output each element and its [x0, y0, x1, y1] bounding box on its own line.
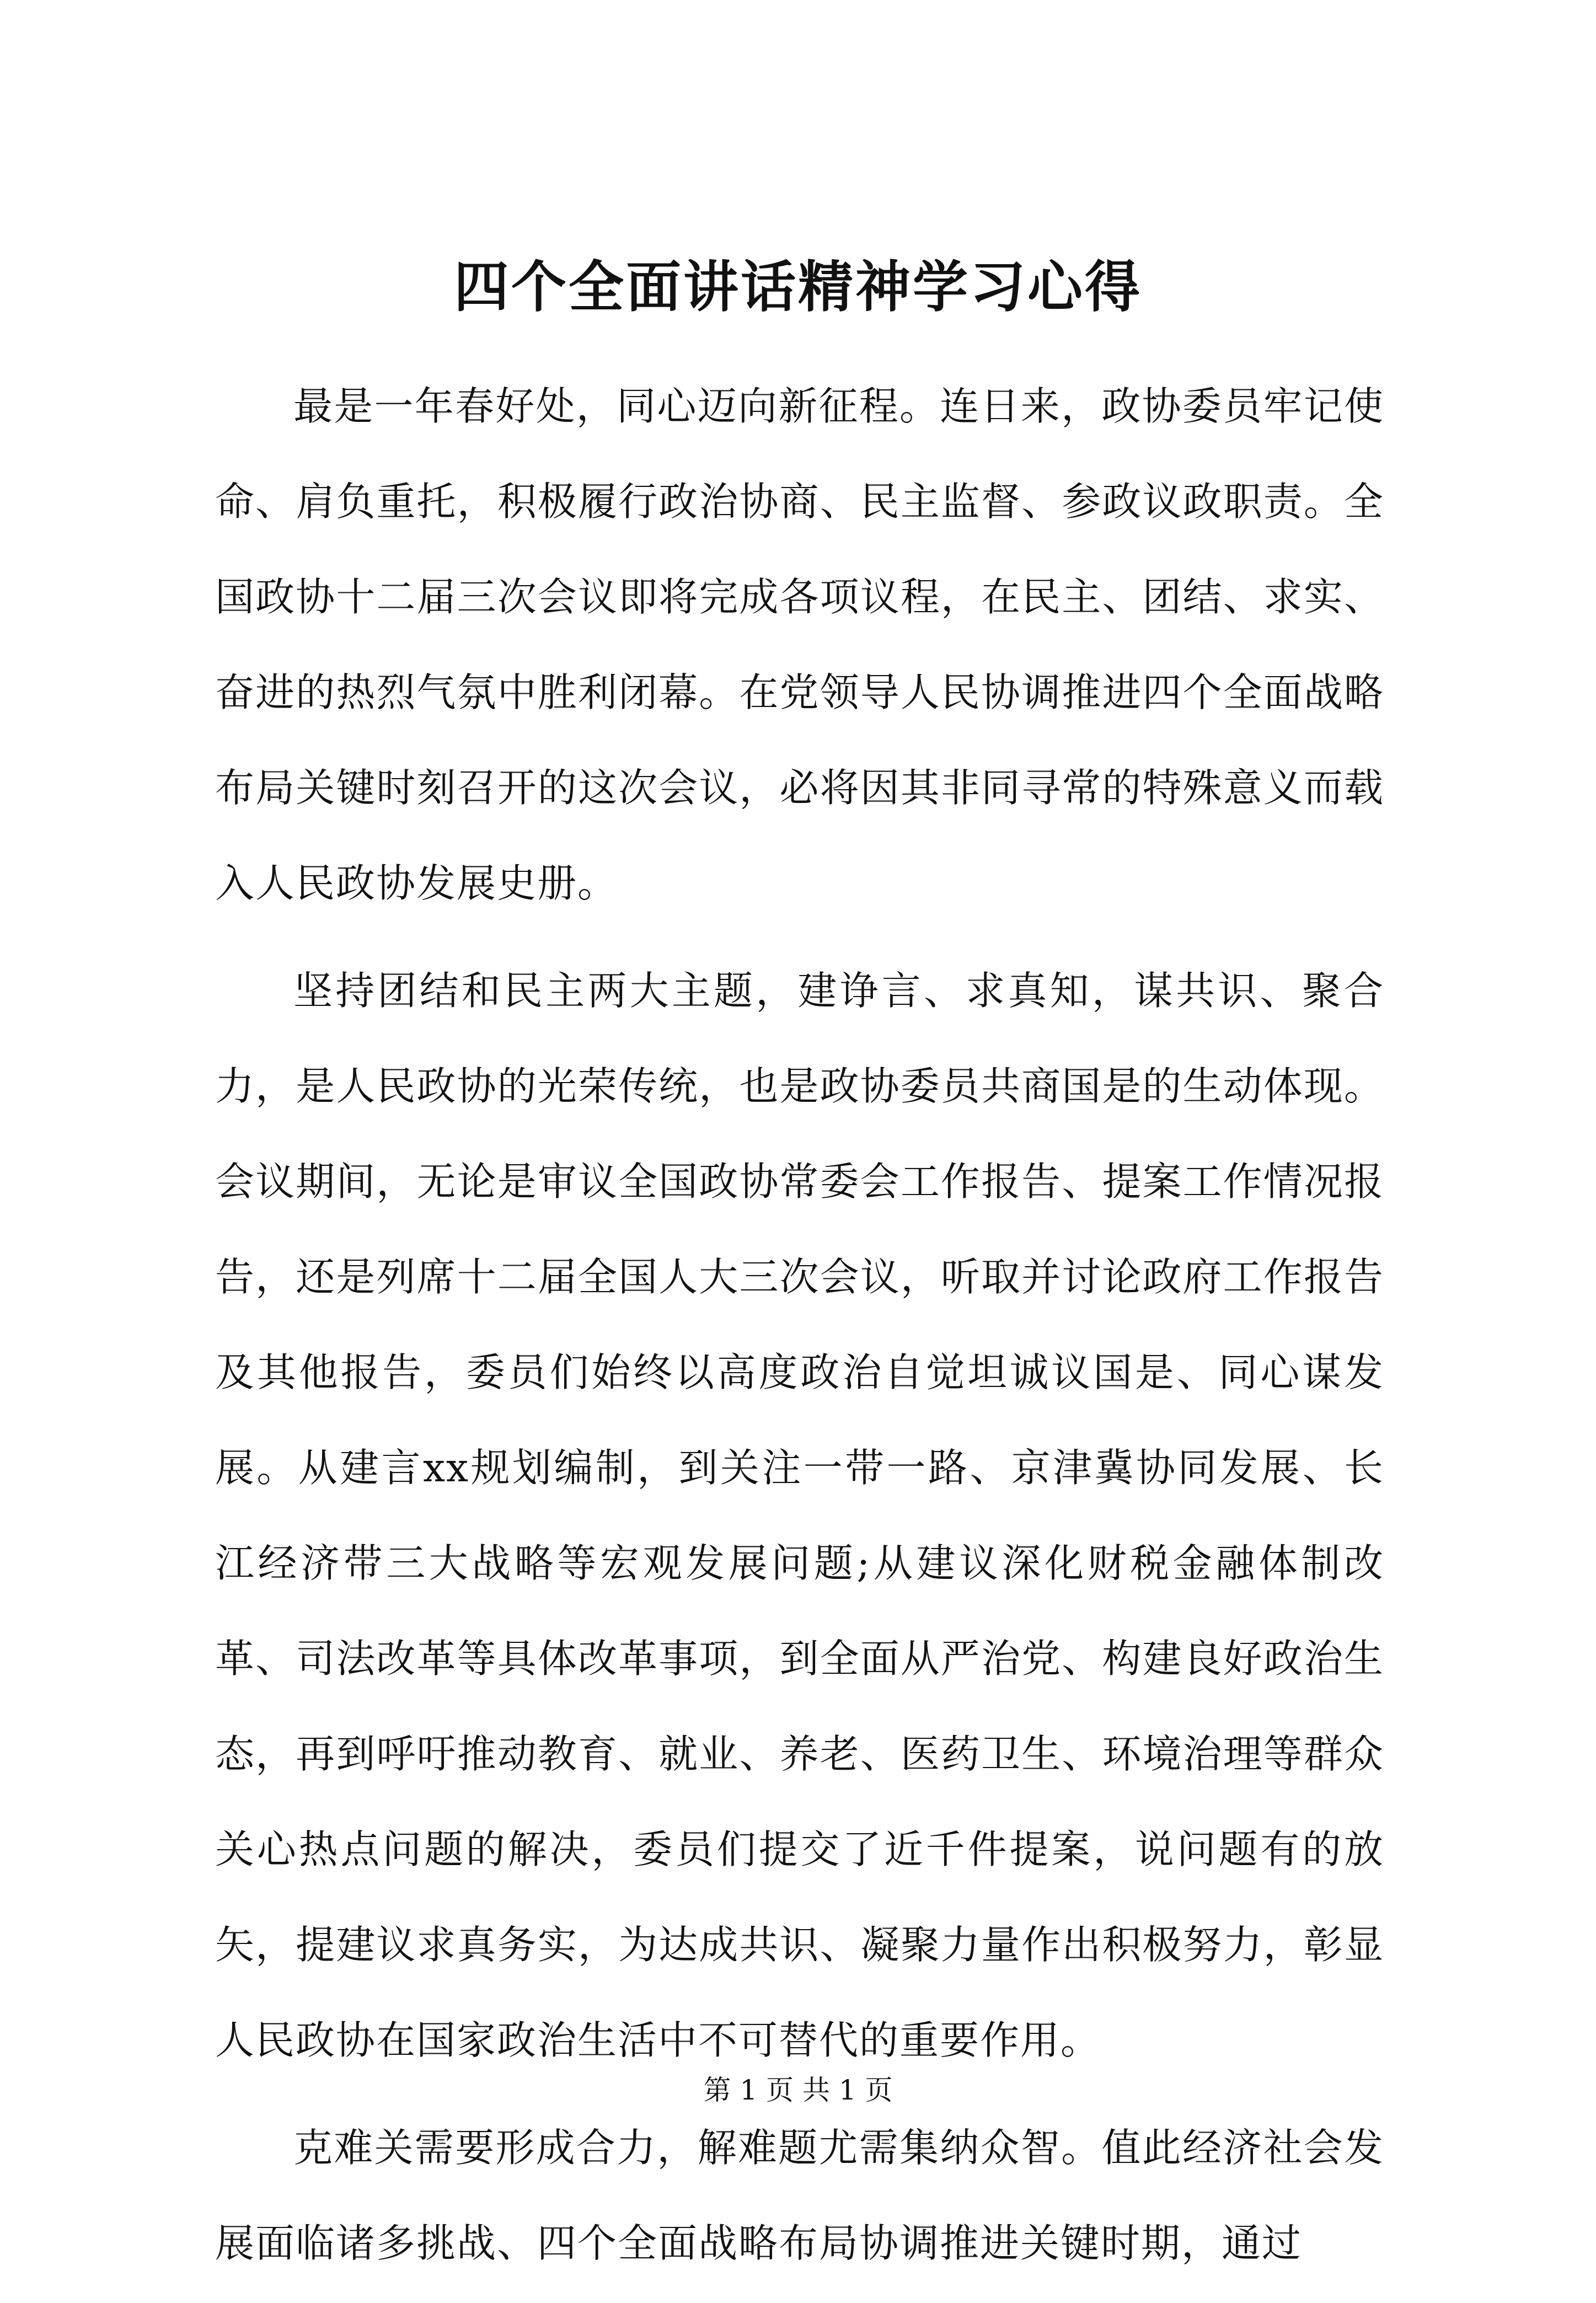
paragraph: 最是一年春好处，同心迈向新征程。连日来，政协委员牢记使命、肩负重托，积极履行政治协商、民主监督、参政议政职责。全国政协十二届三次会议即将完成各项议程，在民主、团结、求实、奋进的热烈气氛中胜利闭幕。在党领导人民协调推进四个全面战略布局关键时刻召开的这次会议，必将因其非同寻常的特殊意义而载入人民政协发展史册。 — [215, 383, 1384, 906]
document-body — [215, 358, 1384, 2303]
paragraph: 克难关需要形成合力，解难题尤需集纳众智。值此经济社会发展面临诸多挑战、四个全面战略布局协调推进关键时期，通过 — [215, 2125, 1384, 2266]
paragraph: 坚持团结和民主两大主题，建诤言、求真知，谋共识、聚合力，是人民政协的光荣传统，也是政协委员共商国是的生动体现。会议期间，无论是审议全国政协常委会工作报告、提案工作情况报告，还是列席十二届全国人大三次会议，听取并讨论政府工作报告及其他报告，委员们始终以高度政治自觉坦诚议国是、同心谋发展。从建言xx规划编制，到关注一带一路、京津冀协同发展、长江经济带三大战略等宏观发展问题;从建议深化财税金融体制改革、司法改革等具体改革事项，到全面从严治党、构建良好政治生态，再到呼吁推动教育、就业、养老、医药卫生、环境治理等群众关心热点问题的解决，委员们提交了近千件提案，说问题有的放矢，提建议求真务实，为达成共识、凝聚力量作出积极努力，彰显人民政协在国家政治生活中不可替代的重要作用。 — [215, 968, 1384, 2063]
document-title: 四个全面讲话精神学习心得 — [454, 254, 1142, 319]
page-footer: 第 1 页 共 1 页 — [703, 2074, 893, 2106]
